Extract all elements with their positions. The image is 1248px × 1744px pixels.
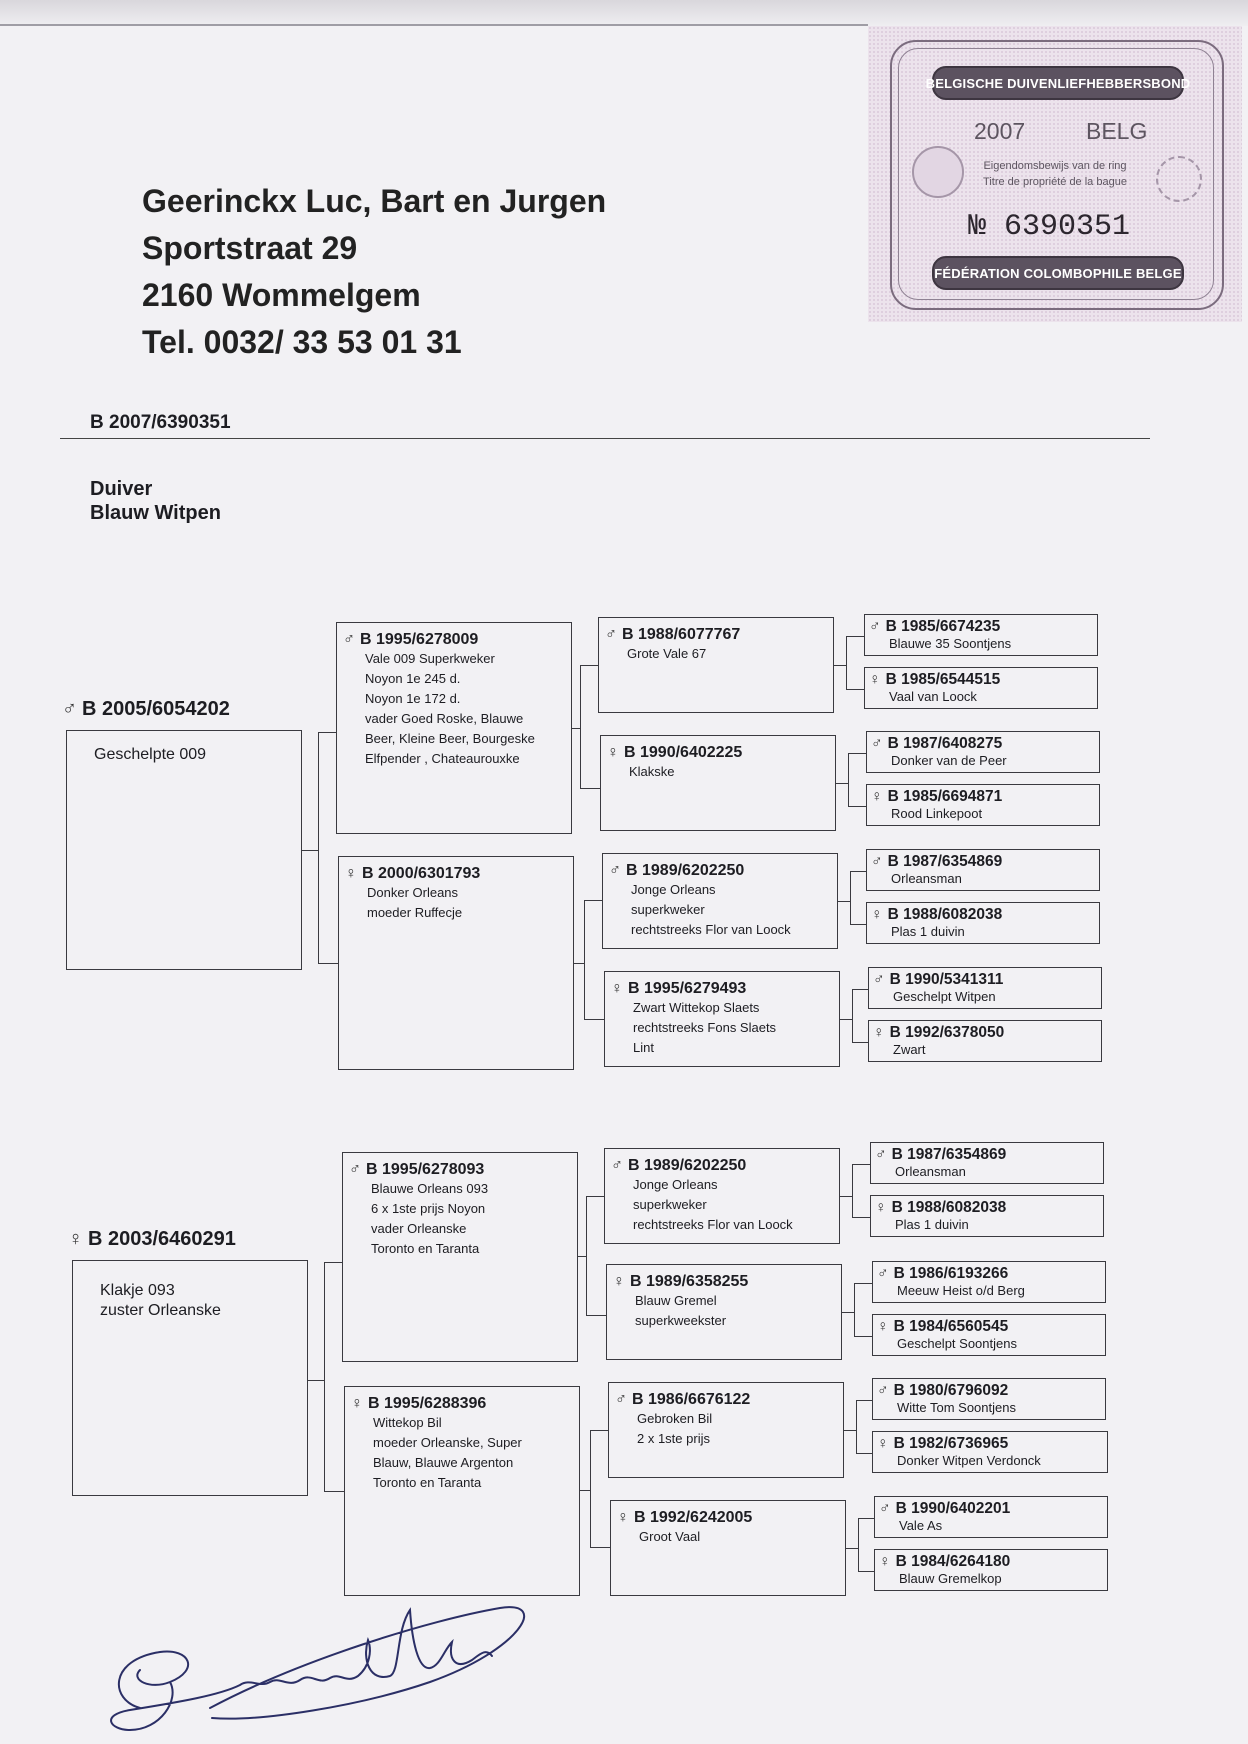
g4-box <box>874 1549 1108 1591</box>
connector <box>852 989 853 1043</box>
pedigree-line: Blauw, Blauwe Argenton <box>373 1455 514 1470</box>
connector <box>854 1336 872 1337</box>
connector <box>584 900 602 901</box>
connector <box>584 1019 604 1020</box>
pigeon-name: Orleansman <box>891 871 962 886</box>
seal-icon <box>912 146 964 198</box>
pedigree-line: Grote Vale 67 <box>627 646 707 661</box>
scan-edge-line <box>0 24 868 26</box>
ring: B 1986/6193266 <box>893 1265 1009 1282</box>
connector <box>580 1490 590 1491</box>
connector <box>850 924 866 925</box>
dam-line: zuster Orleanske <box>100 1302 221 1319</box>
male-icon: ♂ <box>879 1500 891 1517</box>
sire-ring: B 2005/6054202 <box>82 698 230 720</box>
connector <box>858 1518 874 1519</box>
ring: B 1985/6544515 <box>885 671 1001 688</box>
connector <box>852 1217 870 1218</box>
sire-dam-ring: B 2000/6301793 <box>362 865 481 882</box>
connector <box>850 871 866 872</box>
pigeon-name: Blauw Gremelkop <box>899 1571 1002 1586</box>
pigeon-name: Rood Linkepoot <box>891 806 983 821</box>
ring: B 1988/6082038 <box>891 1199 1007 1216</box>
ring: B 1982/6736965 <box>893 1435 1009 1452</box>
male-icon: ♂ <box>611 1157 623 1174</box>
pedigree-line: Zwart Wittekop Slaets <box>633 1000 760 1015</box>
male-icon: ♂ <box>869 618 881 635</box>
connector <box>858 1571 874 1572</box>
connector <box>834 665 846 666</box>
pedigree-line: Jonge Orleans <box>631 882 716 897</box>
ring: B 1990/5341311 <box>889 971 1004 988</box>
female-icon: ♀ <box>871 788 883 805</box>
ring: B 1989/6358255 <box>630 1273 749 1290</box>
pigeon-name: Witte Tom Soontjens <box>897 1400 1016 1415</box>
male-icon: ♂ <box>349 1161 361 1178</box>
sire-sire-dam-box <box>600 735 836 831</box>
ring: B 1995/6279493 <box>628 980 747 997</box>
connector <box>324 1262 325 1492</box>
connector <box>846 636 847 690</box>
connector <box>590 1430 591 1548</box>
pedigree-line: vader Goed Roske, Blauwe <box>365 711 524 726</box>
certificate-year: 2007 <box>974 118 1026 144</box>
connector <box>856 1400 872 1401</box>
connector <box>302 850 318 851</box>
dam-box <box>72 1260 308 1496</box>
owner-header <box>142 178 606 366</box>
pedigree-line: Noyon 1e 172 d. <box>365 691 461 706</box>
connector <box>854 1283 872 1284</box>
male-icon: ♂ <box>875 1146 887 1163</box>
connector <box>856 1453 872 1454</box>
female-icon: ♀ <box>877 1435 889 1452</box>
connector <box>858 1518 859 1572</box>
pedigree-line: Jonge Orleans <box>633 1177 718 1192</box>
pedigree-line: rechtstreeks Flor van Loock <box>631 922 791 937</box>
pedigree-line: 6 x 1ste prijs Noyon <box>371 1201 486 1216</box>
male-icon: ♂ <box>877 1382 889 1399</box>
ring: B 1986/6676122 <box>632 1391 751 1408</box>
pigeon-name: Plas 1 duivin <box>895 1217 969 1232</box>
ring: B 1984/6264180 <box>895 1553 1011 1570</box>
ring: B 1985/6674235 <box>885 618 1001 635</box>
pigeon-color: Blauw Witpen <box>90 502 221 524</box>
scan-edge <box>0 0 1248 26</box>
certificate-line-fr: Titre de propriété de la bague <box>983 176 1127 188</box>
dam-sire-ring: B 1995/6278093 <box>366 1161 485 1178</box>
pedigree-line: Noyon 1e 245 d. <box>365 671 461 686</box>
connector <box>324 1491 344 1492</box>
connector <box>574 963 584 964</box>
g4-box <box>872 1314 1106 1356</box>
g4-box <box>874 1496 1108 1538</box>
g4-box <box>866 849 1100 891</box>
pedigree-line: moeder Ruffecje <box>367 905 463 920</box>
female-icon: ♀ <box>617 1509 629 1526</box>
ring: B 1992/6378050 <box>889 1024 1005 1041</box>
connector <box>842 1312 854 1313</box>
pigeon-name: Geschelpt Witpen <box>893 989 996 1004</box>
pedigree-line: Blauw Gremel <box>635 1293 717 1308</box>
connector <box>318 963 338 964</box>
dam-ring: B 2003/6460291 <box>88 1228 236 1250</box>
g4-box <box>872 1378 1106 1420</box>
pedigree-line: 2 x 1ste prijs <box>637 1431 710 1446</box>
pigeon-name: Orleansman <box>895 1164 966 1179</box>
connector <box>848 806 866 807</box>
sire-box <box>66 730 302 970</box>
certificate-number: № 6390351 <box>968 210 1131 244</box>
connector <box>854 1283 855 1337</box>
g4-box <box>864 614 1098 656</box>
handwritten-signature <box>100 1590 540 1740</box>
ring: B 1987/6354869 <box>891 1146 1007 1163</box>
male-icon: ♂ <box>343 631 355 648</box>
connector <box>852 1164 853 1218</box>
pigeon-sex: Duiver <box>90 478 153 500</box>
g4-box <box>864 667 1098 709</box>
connector <box>846 1548 858 1549</box>
female-icon: ♀ <box>611 980 623 997</box>
certificate-org-bottom: FÉDÉRATION COLOMBOPHILE BELGE <box>932 256 1184 290</box>
pedigree-line: vader Orleanske <box>371 1221 467 1236</box>
dam-sire-sire-box <box>604 1148 840 1244</box>
connector <box>580 665 598 666</box>
dam-dam-box <box>344 1386 580 1596</box>
male-icon: ♂ <box>605 626 617 643</box>
pedigree-line: Wittekop Bil <box>373 1415 442 1430</box>
certificate-country: BELG <box>1086 118 1148 144</box>
female-icon: ♀ <box>345 865 357 882</box>
pigeon-ring: B 2007/6390351 <box>90 412 231 433</box>
pigeon-name: Donker van de Peer <box>891 753 1007 768</box>
sire-heading <box>62 698 230 721</box>
pigeon-name: Zwart <box>893 1042 926 1057</box>
sire-sire-ring: B 1995/6278009 <box>360 631 479 648</box>
connector <box>590 1547 610 1548</box>
connector <box>586 1196 587 1316</box>
male-icon: ♂ <box>62 698 77 720</box>
male-icon: ♂ <box>877 1265 889 1282</box>
connector <box>318 732 319 964</box>
ring: B 1988/6077767 <box>622 626 741 643</box>
pedigree-line: moeder Orleanske, Super <box>373 1435 522 1450</box>
sire-sire-box <box>336 622 572 834</box>
dam-sire-dam-box <box>606 1264 842 1360</box>
pedigree-line: Groot Vaal <box>639 1529 701 1544</box>
g4-box <box>870 1195 1104 1237</box>
female-icon: ♀ <box>68 1228 83 1250</box>
female-icon: ♀ <box>875 1199 887 1216</box>
g4-box <box>868 967 1102 1009</box>
pedigree-line: Elfpender , Chateaurouxke <box>365 751 520 766</box>
female-icon: ♀ <box>607 744 619 761</box>
connector <box>580 665 581 789</box>
connector <box>318 732 336 733</box>
pedigree-line: superkweker <box>631 902 705 917</box>
ring: B 1990/6402201 <box>895 1500 1011 1517</box>
pedigree-line: superkweker <box>633 1197 707 1212</box>
ring: B 1984/6560545 <box>893 1318 1009 1335</box>
pigeon-name: Vaal van Loock <box>889 689 977 704</box>
ring: B 1985/6694871 <box>887 788 1003 805</box>
pigeon-name: Blauwe 35 Soontjens <box>889 636 1012 651</box>
owner-phone: Tel. 0032/ 33 53 01 31 <box>142 324 462 360</box>
male-icon: ♂ <box>873 971 885 988</box>
connector <box>846 636 864 637</box>
connector <box>840 1019 852 1020</box>
pedigree-line: Donker Orleans <box>367 885 459 900</box>
ring: B 1989/6202250 <box>628 1157 747 1174</box>
female-icon: ♀ <box>873 1024 885 1041</box>
sire-dam-box <box>338 856 574 1070</box>
connector <box>850 871 851 925</box>
male-icon: ♂ <box>871 853 883 870</box>
male-icon: ♂ <box>871 735 883 752</box>
connector <box>586 1196 604 1197</box>
ring-divider <box>60 438 1150 439</box>
owner-name: Geerinckx Luc, Bart en Jurgen <box>142 183 607 219</box>
pigeon-name: Vale As <box>899 1518 943 1533</box>
sire-dam-dam-box <box>604 971 840 1067</box>
dam-heading <box>68 1228 236 1251</box>
g4-box <box>872 1431 1108 1473</box>
dam-dam-dam-box <box>610 1500 846 1596</box>
dam-dam-sire-box <box>608 1382 844 1478</box>
dam-dam-ring: B 1995/6288396 <box>368 1395 487 1412</box>
pedigree-line: Blauwe Orleans 093 <box>371 1181 489 1196</box>
connector <box>578 1256 586 1257</box>
dam-sire-box <box>342 1152 578 1362</box>
connector <box>846 689 864 690</box>
male-icon: ♂ <box>609 862 621 879</box>
pigeon-info <box>90 477 221 525</box>
ring: B 1980/6796092 <box>893 1382 1009 1399</box>
ring: B 1988/6082038 <box>887 906 1003 923</box>
connector <box>590 1430 608 1431</box>
ring: B 1987/6408275 <box>887 735 1003 752</box>
pedigree-line: rechtstreeks Fons Slaets <box>633 1020 777 1035</box>
g4-box <box>866 731 1100 773</box>
connector <box>844 1430 856 1431</box>
g4-box <box>872 1261 1106 1303</box>
connector <box>586 1315 606 1316</box>
female-icon: ♀ <box>869 671 881 688</box>
pedigree-line: superkweekster <box>635 1313 727 1328</box>
connector <box>836 783 848 784</box>
connector <box>856 1400 857 1454</box>
connector <box>852 989 868 990</box>
sire-dam-sire-box <box>602 853 838 949</box>
ring: B 1987/6354869 <box>887 853 1003 870</box>
connector <box>852 1164 870 1165</box>
g4-box <box>870 1142 1104 1184</box>
female-icon: ♀ <box>351 1395 363 1412</box>
g4-box <box>866 784 1100 826</box>
male-icon: ♂ <box>615 1391 627 1408</box>
ring: B 1989/6202250 <box>626 862 745 879</box>
connector <box>840 1196 852 1197</box>
female-icon: ♀ <box>877 1318 889 1335</box>
g4-box <box>868 1020 1102 1062</box>
owner-street: Sportstraat 29 <box>142 230 358 266</box>
pedigree-line: Toronto en Taranta <box>371 1241 480 1256</box>
g4-box <box>866 902 1100 944</box>
pedigree-line: rechtstreeks Flor van Loock <box>633 1217 793 1232</box>
connector <box>848 753 866 754</box>
sire-name: Geschelpte 009 <box>94 746 207 763</box>
connector <box>584 900 585 1020</box>
certificate-line-nl: Eigendomsbewijs van de ring <box>983 160 1127 172</box>
pigeon-name: Meeuw Heist o/d Berg <box>897 1283 1025 1298</box>
certificate-org-top: BELGISCHE DUIVENLIEFHEBBERSBOND <box>932 66 1184 100</box>
connector <box>308 1380 324 1381</box>
pedigree-line: Gebroken Bil <box>637 1411 713 1426</box>
female-icon: ♀ <box>871 906 883 923</box>
connector <box>852 1042 868 1043</box>
pedigree-line: Toronto en Taranta <box>373 1475 482 1490</box>
female-icon: ♀ <box>879 1553 891 1570</box>
connector <box>838 901 850 902</box>
connector <box>572 728 580 729</box>
dam-line: Klakje 093 <box>100 1282 175 1299</box>
connector <box>848 753 849 807</box>
ring-certificate <box>868 26 1242 322</box>
pigeon-name: Geschelpt Soontjens <box>897 1336 1017 1351</box>
pedigree-line: Beer, Kleine Beer, Bourgeske <box>365 731 535 746</box>
ring: B 1992/6242005 <box>634 1509 753 1526</box>
pedigree-line: Vale 009 Superkweker <box>365 651 495 666</box>
connector <box>580 788 600 789</box>
female-icon: ♀ <box>613 1273 625 1290</box>
connector <box>324 1262 342 1263</box>
owner-city: 2160 Wommelgem <box>142 277 421 313</box>
pedigree-line: Lint <box>633 1040 654 1055</box>
pigeon-name: Plas 1 duivin <box>891 924 965 939</box>
ring: B 1990/6402225 <box>624 744 743 761</box>
pigeon-name: Donker Witpen Verdonck <box>897 1453 1041 1468</box>
sire-sire-sire-box <box>598 617 834 713</box>
pedigree-line: Klakske <box>629 764 675 779</box>
